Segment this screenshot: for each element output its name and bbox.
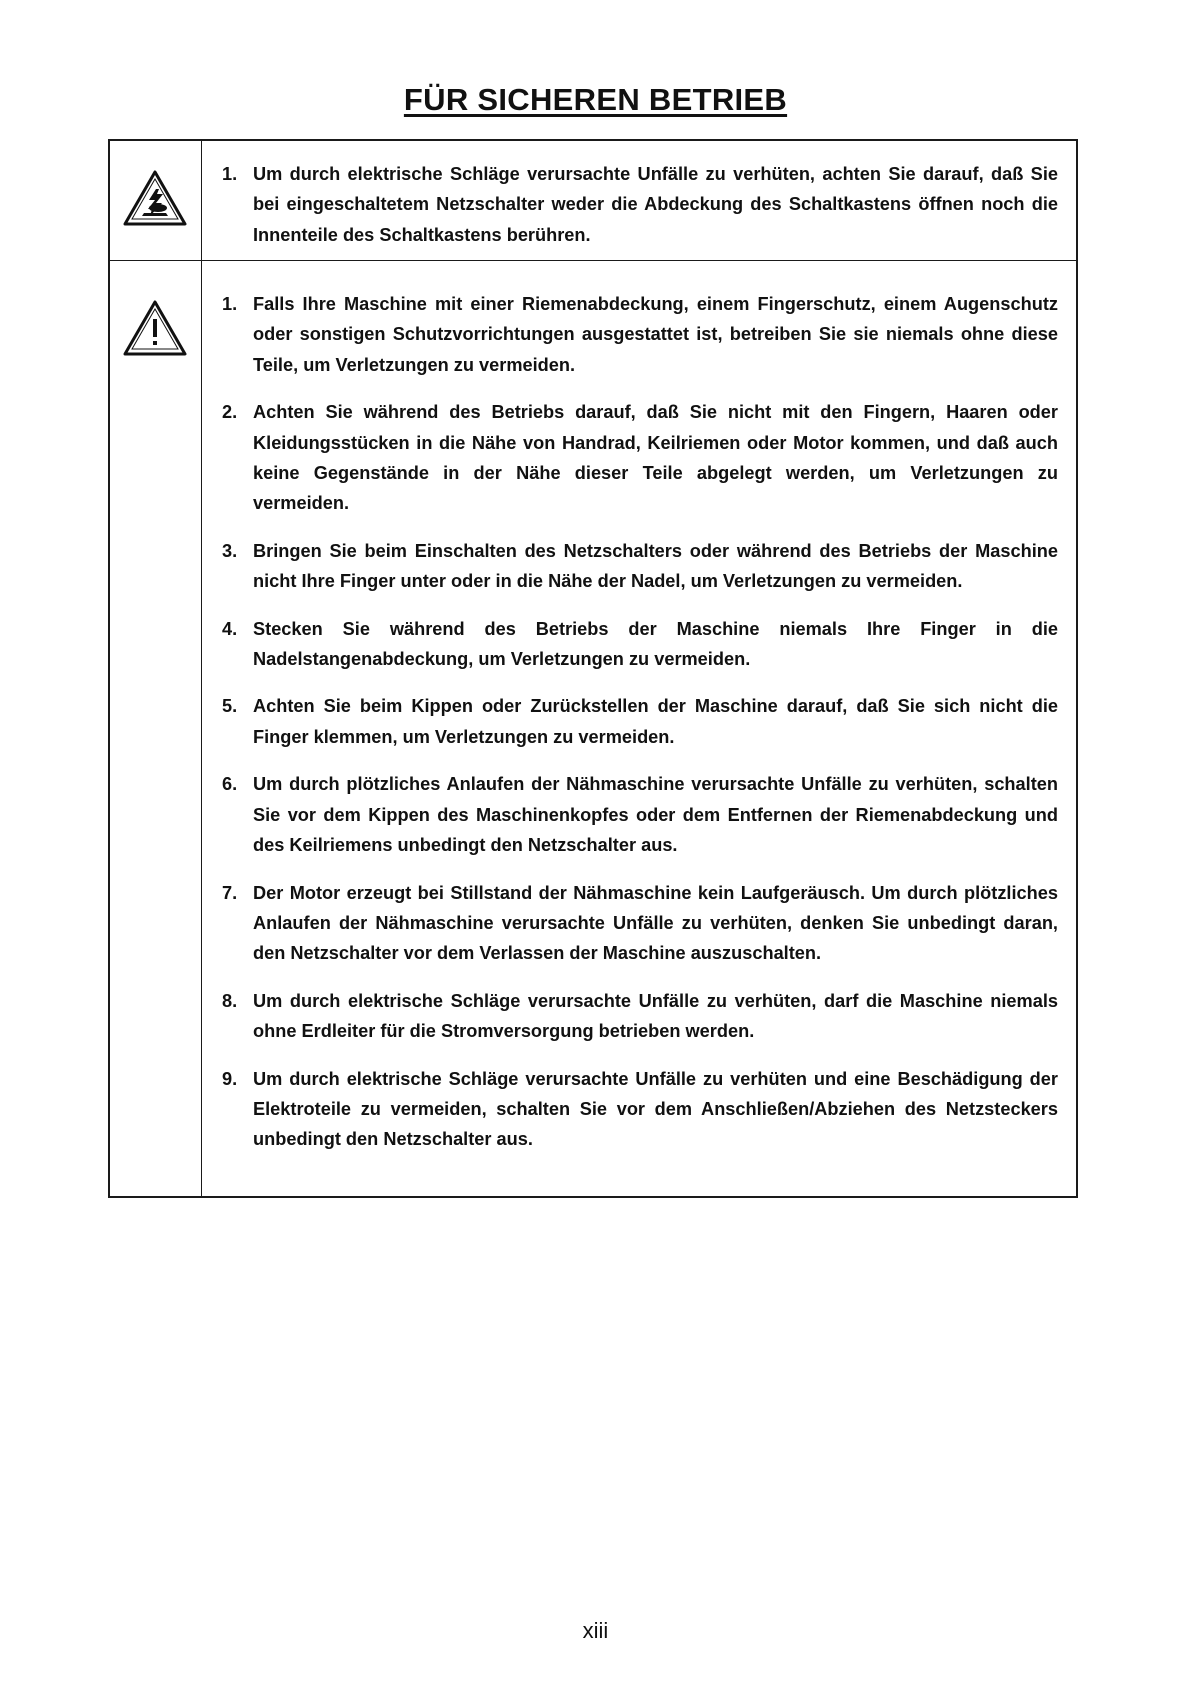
list-item bbox=[222, 397, 1058, 519]
item-number: 4. bbox=[222, 618, 238, 639]
item-text: Um durch elektrische Schläge verursachte Unfälle zu verhüten und eine Beschädigung der Elektroteile zu vermeiden, schalten Sie vor dem Anschließen/Abziehen des Netzsteckers unbedingt den Netzschalter aus. bbox=[253, 1068, 1058, 1150]
item-number: 2. bbox=[222, 402, 238, 423]
item-text: Der Motor erzeugt bei Stillstand der Nähmaschine kein Laufgeräusch. Um durch plötzliches Anlaufen der Nähmaschine verursachte Unfälle zu verhüten, denken Sie unbedingt daran, den Netzschalter vor dem Verlassen der Maschine auszuschalten. bbox=[253, 882, 1058, 964]
item-text: Um durch elektrische Schläge verursachte Unfälle zu verhüten, darf die Maschine niemals ohne Erdleiter für die Stromversorgung betrieben werden. bbox=[253, 990, 1058, 1042]
item-text: Falls Ihre Maschine mit einer Riemenabdeckung, einem Fingerschutz, einem Augenschutz oder sonstigen Schutzvorrichtungen ausgestattet ist, betreiben Sie sie niemals ohne diese Teile, um Verletzungen zu vermeiden. bbox=[253, 294, 1058, 375]
item-text: Bringen Sie beim Einschalten des Netzschalters oder während des Betriebs der Maschine nicht Ihre Finger unter oder in die Nähe der Nadel, um Verletzungen zu vermeiden. bbox=[253, 540, 1058, 592]
electric-text-cell bbox=[202, 141, 1076, 260]
caution-icon-cell bbox=[110, 261, 202, 1196]
electric-shock-warning-icon bbox=[122, 169, 188, 227]
item-text: Achten Sie beim Kippen oder Zurückstellen der Maschine darauf, daß Sie sich nicht die Finger klemmen, um Verletzungen zu vermeiden. bbox=[253, 696, 1058, 747]
list-item bbox=[222, 289, 1058, 380]
item-number: 5. bbox=[222, 696, 238, 717]
item-text: Um durch plötzliches Anlaufen der Nähmaschine verursachte Unfälle zu verhüten, schalten Sie vor dem Kippen des Maschinenkopfes oder dem Entfernen der Riemenabdeckung und des Keilriemens unbedingt den Netzschalter aus. bbox=[253, 774, 1058, 856]
general-caution-section bbox=[110, 261, 1076, 1196]
item-text: Achten Sie während des Betriebs darauf, daß Sie nicht mit den Fingern, Haaren oder Kleidungsstücken in die Nähe von Handrad, Keilriemen oder Motor kommen, und daß auch keine Gegenstände in der Nähe dieser Teile abgelegt werden, um Verletzungen zu vermeiden. bbox=[253, 402, 1058, 514]
item-number: 1. bbox=[222, 294, 238, 314]
safety-instructions-table bbox=[108, 139, 1078, 1198]
list-item bbox=[222, 1064, 1058, 1155]
page-number: xiii bbox=[582, 1618, 609, 1643]
caution-exclamation-icon bbox=[122, 299, 188, 357]
item-text: Um durch elektrische Schläge verursachte Unfälle zu verhüten, achten Sie darauf, daß Sie bei eingeschaltetem Netzschalter weder die Abdeckung des Schaltkastens öffnen noch die Innenteile des Schaltkastens berühren. bbox=[253, 164, 1058, 245]
list-item bbox=[222, 691, 1058, 752]
item-number: 6. bbox=[222, 774, 238, 795]
item-text: Stecken Sie während des Betriebs der Maschine niemals Ihre Finger in die Nadelstangenabdeckung, um Verletzungen zu vermeiden. bbox=[253, 618, 1058, 670]
list-item bbox=[222, 986, 1058, 1047]
page-title: FÜR SICHEREN BETRIEB bbox=[403, 82, 788, 117]
item-number: 7. bbox=[222, 882, 238, 903]
item-number: 8. bbox=[222, 990, 238, 1011]
list-item bbox=[222, 878, 1058, 969]
item-number: 3. bbox=[222, 540, 238, 561]
general-text-cell bbox=[202, 261, 1076, 1196]
list-item bbox=[222, 614, 1058, 675]
item-number: 9. bbox=[222, 1068, 238, 1089]
list-item bbox=[222, 159, 1058, 250]
electric-shock-section bbox=[110, 141, 1076, 261]
item-number: 1. bbox=[222, 164, 238, 184]
list-item bbox=[222, 536, 1058, 597]
list-item bbox=[222, 769, 1058, 860]
electric-icon-cell bbox=[110, 141, 202, 260]
